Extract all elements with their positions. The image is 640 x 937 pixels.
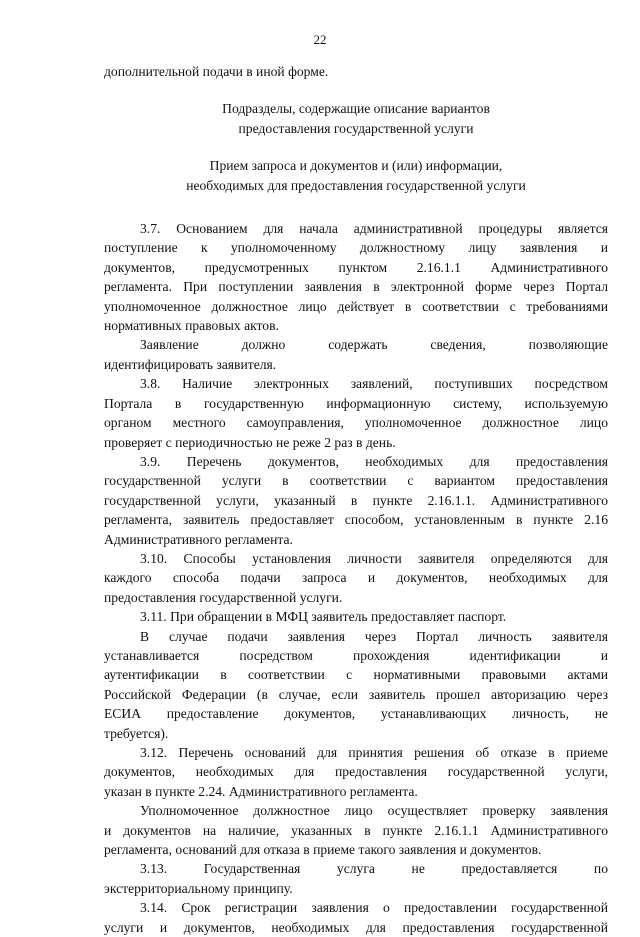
- paragraph-line: Портала в государственную информационную систему, используемую: [104, 395, 608, 411]
- paragraph-line: устанавливается посредством прохождения идентификации и: [104, 647, 608, 663]
- paragraph-line: предоставления государственной услуги.: [104, 589, 343, 605]
- paragraph-line: требуется).: [104, 725, 169, 741]
- page-number: 22: [313, 32, 327, 47]
- paragraph: [104, 374, 608, 452]
- paragraph-line: ЕСИА предоставление документов, устанавливающих личность, не: [104, 706, 608, 722]
- paragraph: [104, 743, 608, 801]
- paragraph-line: регламента. При поступлении заявления в электронной форме через Портал: [104, 279, 608, 295]
- paragraph-line: регламента, оснований для отказа в приеме такого заявления и документов.: [104, 842, 542, 858]
- paragraph: [104, 452, 608, 549]
- paragraph-line: проверяет с периодичностью не реже 2 раз в день.: [104, 434, 396, 450]
- paragraph-line: органом местного самоуправления, уполномоченное должностное лицо: [104, 415, 608, 431]
- section-heading-line-1: Подразделы, содержащие описание вариантов: [222, 101, 490, 117]
- paragraph-line: 3.12. Перечень оснований для принятия решения об отказе в приеме: [140, 745, 608, 760]
- paragraph-line: нормативных правовых актов.: [104, 318, 279, 334]
- paragraph: [104, 898, 608, 937]
- paragraph-line: аутентификации в соответствии с нормативными правовыми актами: [104, 667, 608, 683]
- paragraph: [104, 335, 608, 374]
- paragraph: [104, 801, 608, 859]
- paragraph: [104, 549, 608, 607]
- paragraph-line: каждого способа подачи запроса и документов, необходимых для: [104, 570, 608, 586]
- paragraph: [104, 627, 608, 743]
- paragraph-line: 3.8. Наличие электронных заявлений, поступивших посредством: [140, 376, 608, 392]
- paragraph-line: Уполномоченное должностное лицо осуществляет проверку заявления: [140, 803, 608, 819]
- paragraph-line: 3.11. При обращении в МФЦ заявитель предоставляет паспорт.: [140, 609, 507, 625]
- paragraph-line: государственной услуги в соответствии с вариантом предоставления: [104, 473, 608, 489]
- paragraph-line: государственной услуги, указанный в пункте 2.16.1.1. Административного: [104, 492, 608, 508]
- paragraph-line: Российской Федерации (в случае, если заявитель прошел авторизацию через: [104, 686, 608, 702]
- paragraph-line: и документов на наличие, указанных в пункте 2.16.1.1 Административного: [104, 822, 608, 838]
- paragraph-line: документов, необходимых для предоставления государственной услуги,: [104, 764, 608, 780]
- paragraph-line: поступление к уполномоченному должностному лицу заявления и: [104, 240, 608, 256]
- paragraph-list: [104, 219, 608, 937]
- continuation-line: дополнительной подачи в иной форме.: [104, 64, 329, 79]
- paragraph-line: уполномоченное должностное лицо действует в соответствии с требованиями: [104, 298, 608, 314]
- paragraph: [104, 607, 608, 626]
- section-heading-line-2: предоставления государственной услуги: [238, 120, 474, 136]
- paragraph: [104, 859, 608, 898]
- paragraph-line: указан в пункте 2.24. Административного регламента.: [104, 783, 418, 799]
- paragraph: [104, 219, 608, 335]
- paragraph-line: идентифицировать заявителя.: [104, 356, 277, 372]
- paragraph-line: 3.10. Способы установления личности заявителя определяются для: [140, 550, 608, 566]
- paragraph-line: 3.9. Перечень документов, необходимых для предоставления: [140, 453, 608, 469]
- paragraph-line: экстерриториальному принципу.: [104, 880, 293, 896]
- paragraph-line: регламента, заявитель предоставляет способом, установленным в пункте 2.16: [104, 512, 608, 528]
- subsection-heading: [104, 156, 608, 195]
- paragraph-line: 3.7. Основанием для начала административной процедуры является: [140, 221, 608, 237]
- paragraph-line: 3.13. Государственная услуга не предоставляется по: [140, 861, 608, 877]
- paragraph-line: документов, предусмотренных пунктом 2.16.1.1 Административного: [104, 259, 608, 275]
- paragraph-line: Заявление должно содержать сведения, позволяющие: [140, 337, 608, 353]
- subsection-heading-line-1: Прием запроса и документов и (или) информации,: [209, 158, 503, 174]
- section-heading: [104, 99, 608, 138]
- paragraph-line: услуги и документов, необходимых для предоставления государственной: [104, 919, 608, 935]
- subsection-heading-line-2: необходимых для предоставления государственной услуги: [186, 177, 526, 193]
- paragraph-line: В случае подачи заявления через Портал личность заявителя: [140, 628, 608, 644]
- paragraph-line: 3.14. Срок регистрации заявления о предоставлении государственной: [140, 900, 608, 916]
- document-body: [104, 62, 608, 937]
- paragraph-line: Административного регламента.: [104, 531, 293, 547]
